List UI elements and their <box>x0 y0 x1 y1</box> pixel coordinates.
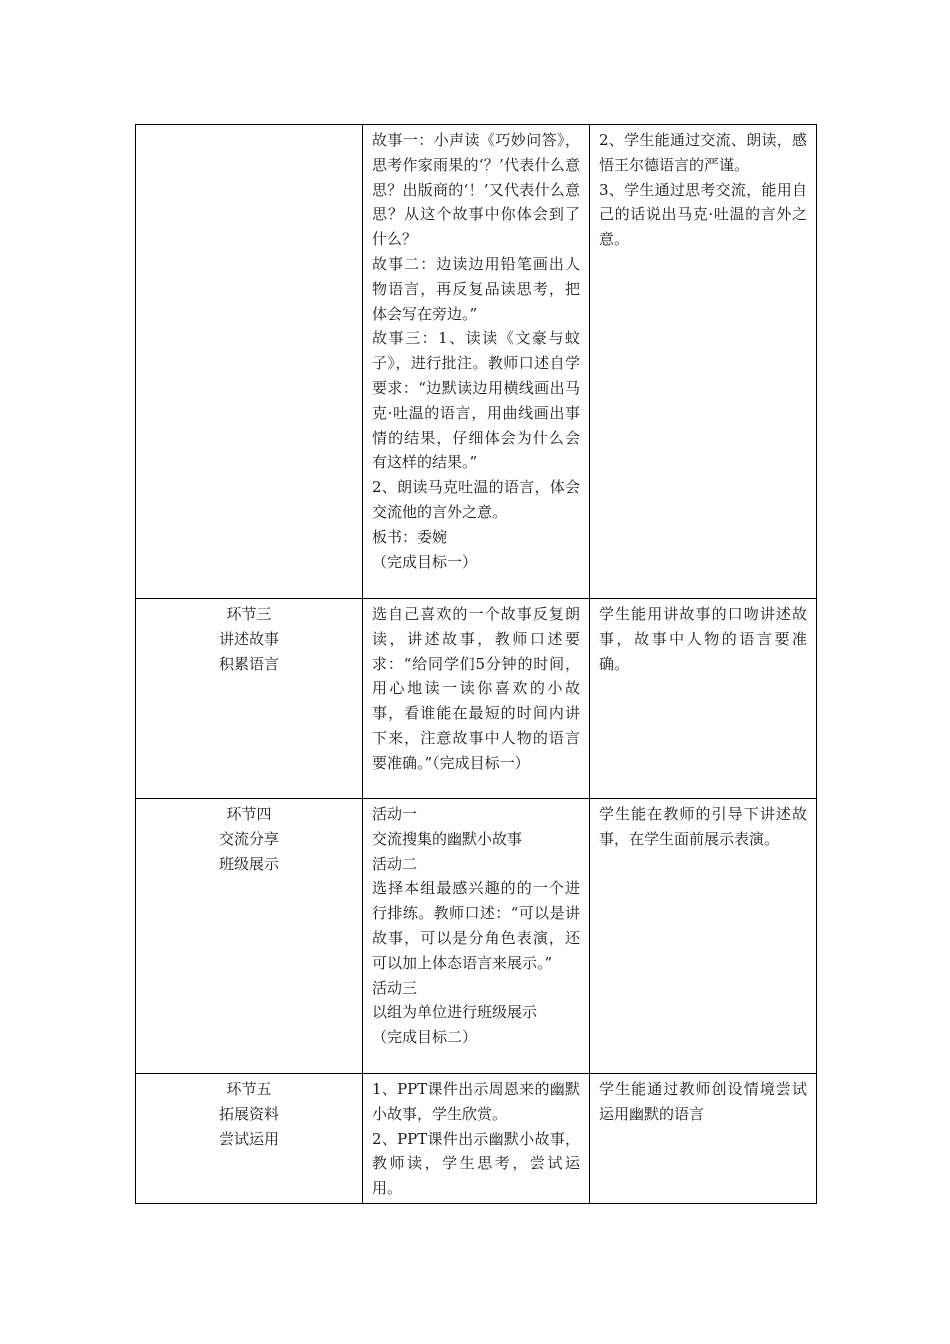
activity-text: （完成目标一） <box>372 552 478 571</box>
outcome-text: 2、学生能通过交流、朗读，感悟王尔德语言的严谨。 <box>599 131 807 174</box>
stage-title: 拓展资料 <box>218 1104 279 1123</box>
activity-text: 活动二 <box>372 854 418 873</box>
table-row <box>136 125 817 599</box>
outcomes-cell <box>590 799 817 1074</box>
table-row <box>136 1074 817 1204</box>
stage-subtitle: 积累语言 <box>218 654 279 673</box>
activity-text: （完成目标二） <box>372 1028 478 1047</box>
activity-text: 2、PPT课件出示幽默小故事，教师读，学生思考，尝试运用。 <box>372 1129 580 1198</box>
activity-text: 故事一：小声读《巧妙问答》，思考作家雨果的‘？’代表什么意思？出版商的‘！’又代表什么意思？从这个故事中你体会到了什么？ <box>372 131 580 249</box>
stage-label: 环节三 <box>226 605 272 623</box>
activity-text: 故事二：边读边用铅笔画出人物语言，再反复品读思考，把体会写在旁边。” <box>372 254 580 323</box>
activity-text: 1、PPT课件出示周恩来的幽默小故事，学生欣赏。 <box>372 1080 580 1123</box>
lesson-plan-table <box>135 124 817 1204</box>
activity-text: 选择本组最感兴趣的的一个进行排练。教师口述：“可以是讲故事，可以是分角色表演，还可以加上体态语言来展示。” <box>372 879 580 972</box>
activities-cell <box>363 599 590 799</box>
activity-text: 活动一 <box>372 805 418 823</box>
activities-cell <box>363 1074 590 1204</box>
stage-cell <box>136 599 363 799</box>
outcomes-cell <box>590 125 817 599</box>
stage-title: 讲述故事 <box>218 629 279 648</box>
activity-text: 活动三 <box>372 978 418 997</box>
stage-cell <box>136 1074 363 1204</box>
activity-text: 板书：委婉 <box>372 527 448 546</box>
stage-label: 环节四 <box>226 805 272 823</box>
activities-cell <box>363 125 590 599</box>
activities-cell <box>363 799 590 1074</box>
stage-subtitle: 班级展示 <box>218 854 279 873</box>
stage-subtitle: 尝试运用 <box>218 1129 279 1148</box>
outcomes-cell <box>590 599 817 799</box>
outcome-text: 学生能用讲故事的口吻讲述故事，故事中人物的语言要准确。 <box>599 605 807 673</box>
outcome-text: 学生能通过教师创设情境尝试运用幽默的语言 <box>599 1080 807 1123</box>
activity-text: 故事三：1、读读《文豪与蚊子》，进行批注。教师口述自学要求：“边默读边用横线画出马克·吐温的语言，用曲线画出事情的结果，仔细体会为什么会有这样的结果。” <box>372 329 580 472</box>
stage-cell <box>136 799 363 1074</box>
stage-cell <box>136 125 363 599</box>
activity-text: 选自己喜欢的一个故事反复朗读，讲述故事，教师口述要求：“给同学们5分钟的时间，用心地读一读你喜欢的小故事，看谁能在最短的时间内讲下来，注意故事中人物的语言要准确。”（完成目标一） <box>372 605 580 772</box>
activity-text: 交流搜集的幽默小故事 <box>372 829 523 848</box>
stage-title: 交流分享 <box>218 829 279 848</box>
activity-text: 以组为单位进行班级展示 <box>372 1003 538 1022</box>
activity-text: 2、朗读马克吐温的语言，体会交流他的言外之意。 <box>372 478 580 521</box>
outcomes-cell <box>590 1074 817 1204</box>
table-row <box>136 599 817 799</box>
stage-label: 环节五 <box>226 1080 272 1098</box>
table-row <box>136 799 817 1074</box>
outcome-text: 学生能在教师的引导下讲述故事，在学生面前展示表演。 <box>599 805 807 848</box>
outcome-text: 3、学生通过思考交流，能用自己的话说出马克·吐温的言外之意。 <box>599 180 807 249</box>
